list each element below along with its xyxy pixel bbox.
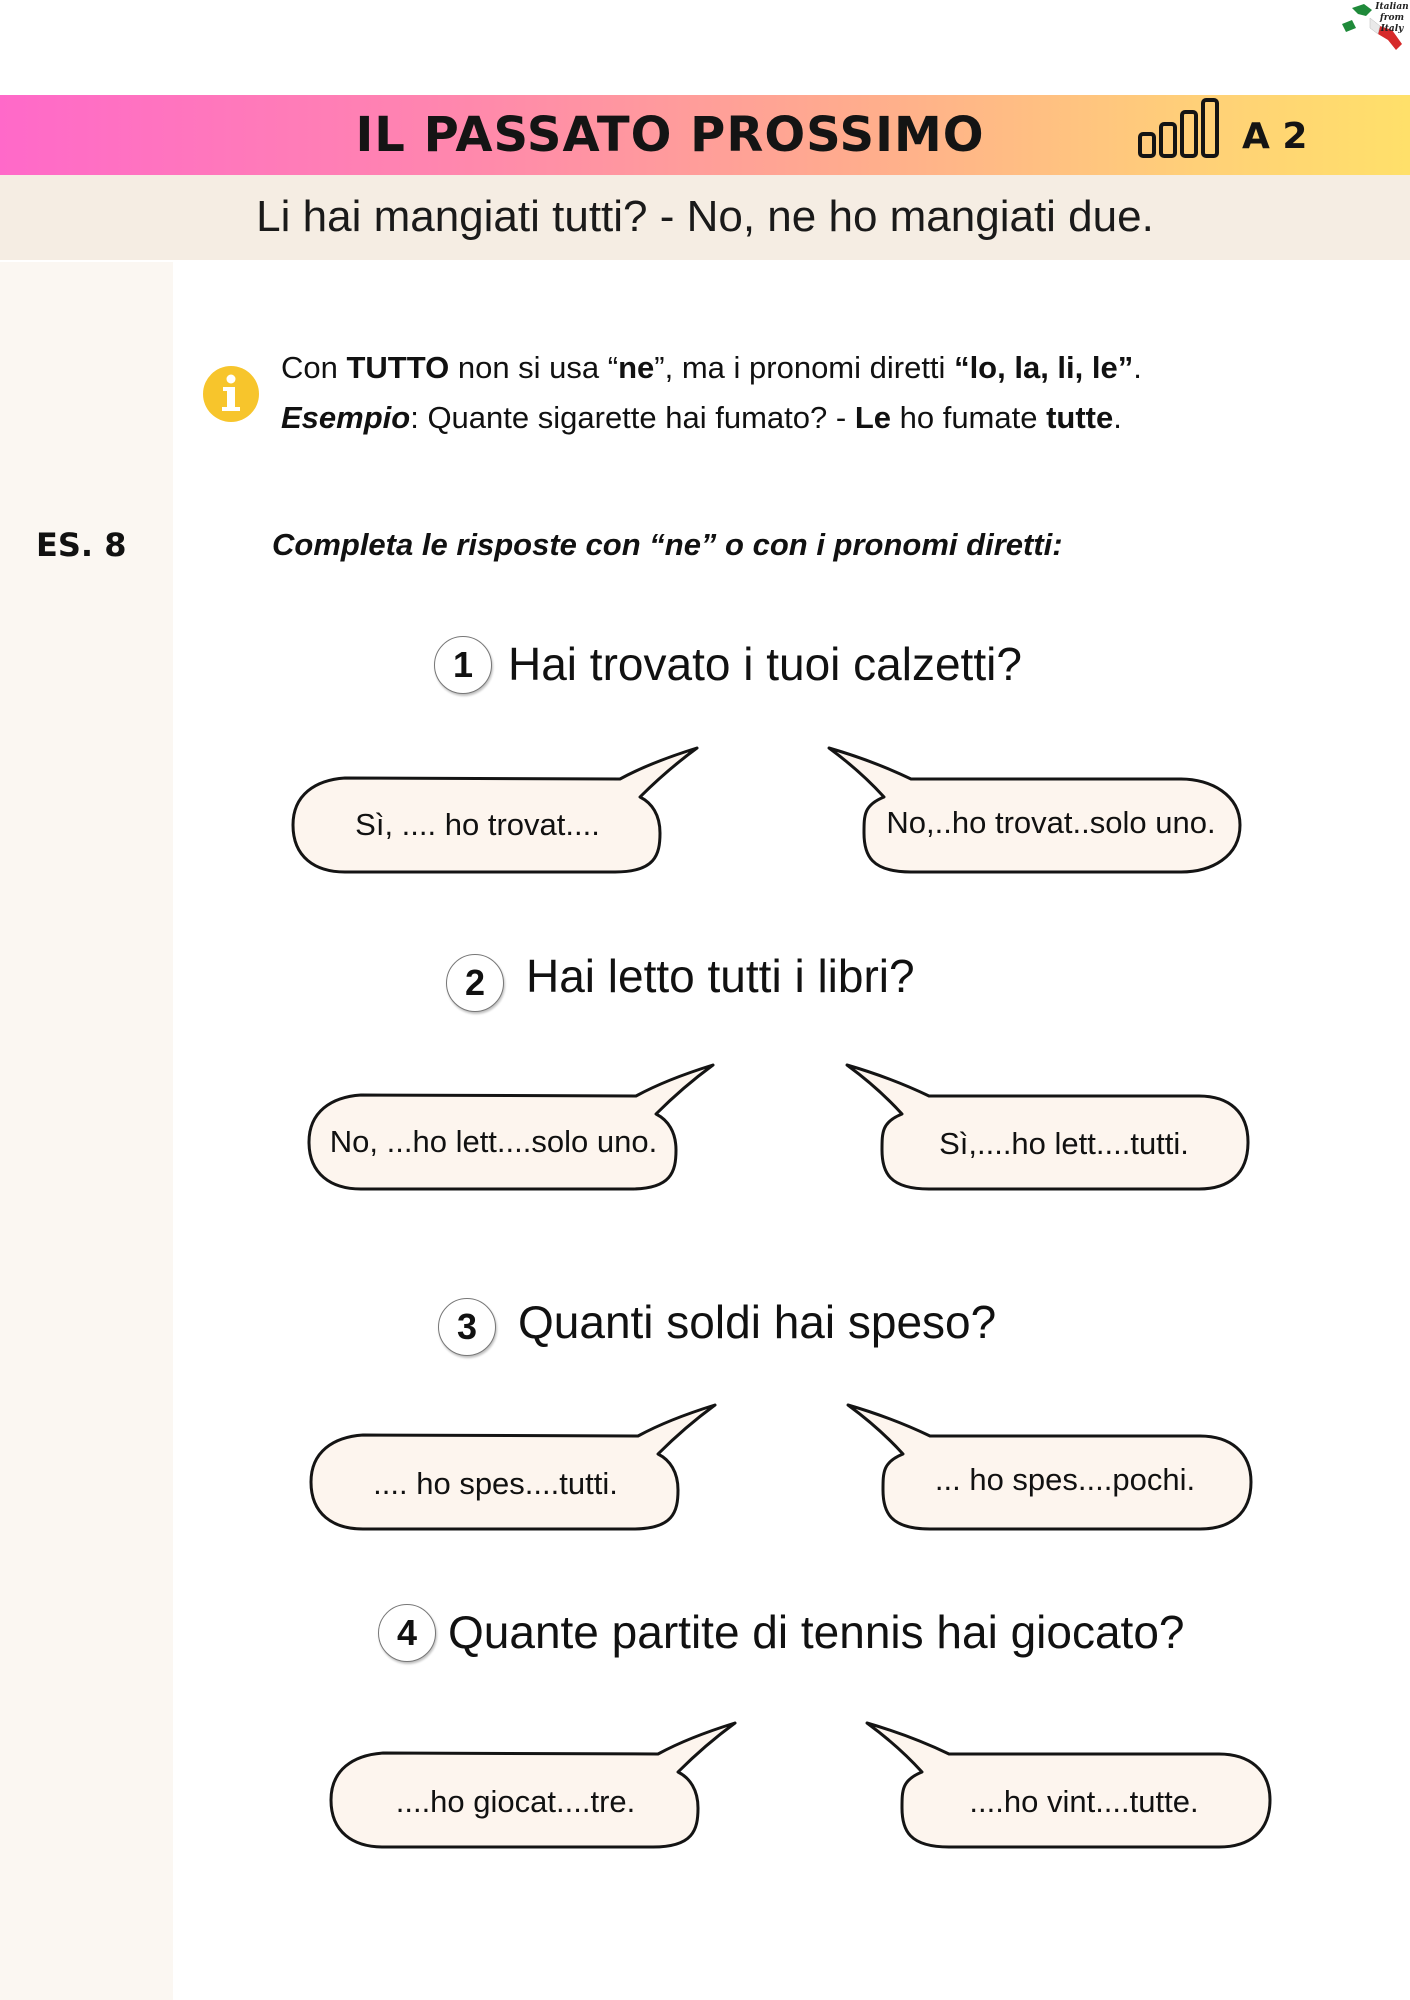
answer-bubble-right xyxy=(864,1720,1264,1860)
exercise-label: ES. 8 xyxy=(36,526,127,564)
answer-text: ....ho giocat....tre. xyxy=(395,1784,636,1819)
info-example-line: Esempio: Quante sigarette hai fumato? - Le ho fumate tutte. xyxy=(281,400,1122,435)
logo-text: Italian from Italy xyxy=(1375,2,1409,34)
info-icon xyxy=(202,365,260,423)
question-number: 4 xyxy=(378,1604,436,1662)
answer-bubble-right xyxy=(844,1062,1244,1202)
answer-bubble-left xyxy=(290,745,690,885)
answer-text: ....ho vint....tutte. xyxy=(969,1784,1199,1819)
subtitle-bar xyxy=(0,175,1410,260)
answer-text: No,..ho trovat..solo uno. xyxy=(886,805,1216,840)
level-label: A 2 xyxy=(1242,116,1308,157)
answer-text: .... ho spes....tutti. xyxy=(373,1466,618,1501)
info-rule-line: Con TUTTO non si usa “ne”, ma i pronomi diretti “lo, la, li, le”. xyxy=(281,350,1142,385)
answer-text: No, ...ho lett....solo uno. xyxy=(329,1124,658,1159)
answer-bubble-left xyxy=(328,1720,728,1860)
answer-text: ... ho spes....pochi. xyxy=(934,1462,1196,1497)
question-number: 2 xyxy=(446,954,504,1012)
answer-bubble-left xyxy=(308,1402,708,1542)
answer-text: Sì, .... ho trovat.... xyxy=(355,807,600,842)
exercise-instruction: Completa le risposte con “ne” o con i pronomi diretti: xyxy=(272,527,1063,562)
question-number: 3 xyxy=(438,1298,496,1356)
answer-bubble-left xyxy=(306,1062,706,1202)
answer-bubble-right xyxy=(845,1402,1245,1542)
answer-bubble-right xyxy=(826,745,1226,885)
question-text: Quante partite di tennis hai giocato? xyxy=(448,1606,1185,1658)
question-text: Quanti soldi hai speso? xyxy=(518,1296,997,1348)
answer-text: Sì,....ho lett....tutti. xyxy=(939,1126,1189,1161)
title-banner xyxy=(0,95,1410,175)
question-number: 1 xyxy=(434,636,492,694)
question-text: Hai letto tutti i libri? xyxy=(526,950,915,1002)
page-title: IL PASSATO PROSSIMO xyxy=(355,107,985,163)
level-bars-icon xyxy=(1136,98,1226,160)
question-text: Hai trovato i tuoi calzetti? xyxy=(508,638,1022,690)
subtitle: Li hai mangiati tutti? - No, ne ho mangiati due. xyxy=(256,192,1154,241)
